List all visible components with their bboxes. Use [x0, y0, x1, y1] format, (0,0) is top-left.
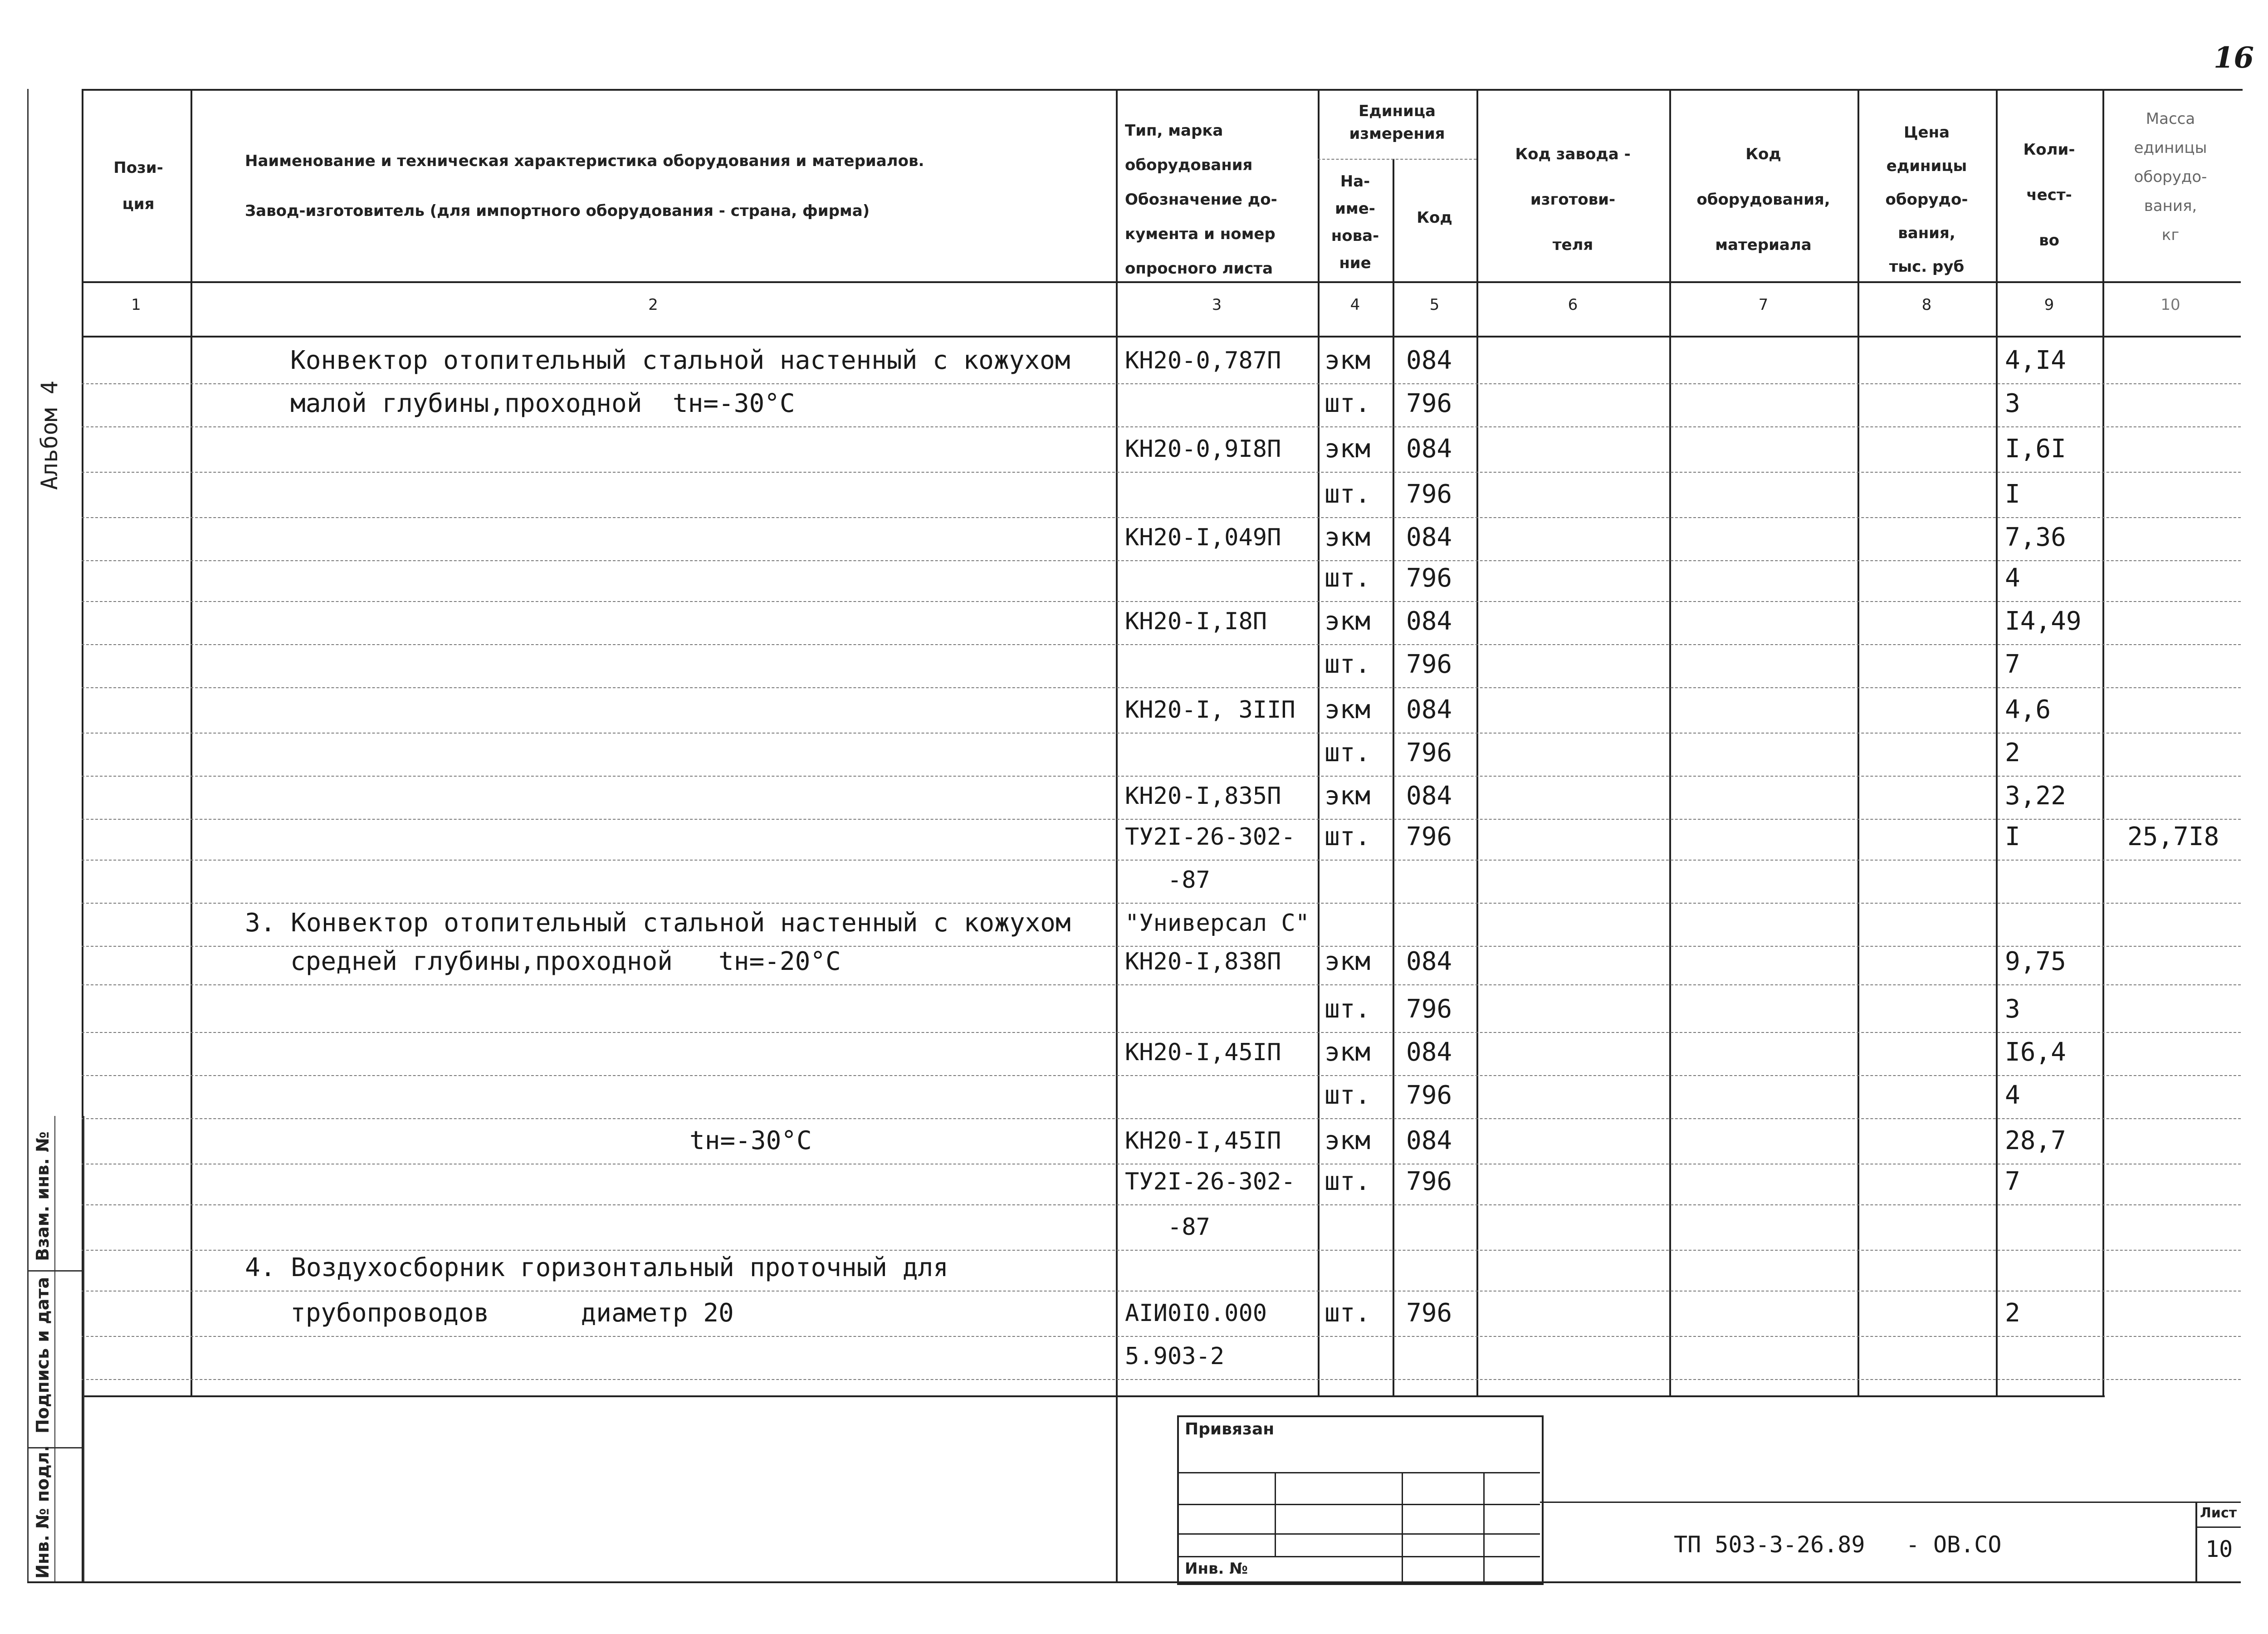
header-col10: Масса единицы оборудо- вания, кг — [2134, 110, 2207, 244]
title-block-top — [1540, 1502, 2241, 1503]
cell-unit: экм — [1325, 346, 1371, 375]
col-number-5: 5 — [1429, 296, 1440, 314]
row-separator — [82, 1032, 2241, 1033]
cell-name: 3. Конвектор отопительный стальной настенный с кожухом — [245, 908, 1071, 938]
header-col3: Тип, марка оборудования Обозначение до- кумента и номер опросного листа — [1125, 122, 1277, 278]
cell-type: "Универсал С" — [1125, 910, 1310, 937]
cell-unit: шт. — [1325, 650, 1371, 679]
cell-unit: шт. — [1325, 738, 1371, 768]
cell-unit: экм — [1325, 607, 1371, 636]
row-separator — [82, 984, 2241, 985]
row-separator — [82, 1204, 2241, 1205]
cell-code: 084 — [1406, 1037, 1452, 1067]
cell-name: Конвектор отопительный стальной настенный с кожухом — [290, 346, 1070, 375]
row-separator — [82, 560, 2241, 561]
side-stamp-inner — [54, 1116, 55, 1581]
cell-code: 796 — [1406, 994, 1452, 1024]
header-col8: Цена единицы оборудо- вания, тыс. руб — [1885, 123, 1968, 276]
cell-qty: 3 — [2005, 994, 2020, 1024]
cell-unit: шт. — [1325, 563, 1371, 593]
row-separator — [82, 644, 2241, 645]
col-number-7: 7 — [1758, 296, 1769, 314]
cell-type: АIИ0I0.000 — [1125, 1300, 1267, 1327]
col-divider-7 — [1857, 89, 1859, 1395]
cell-unit: экм — [1325, 1126, 1371, 1155]
cell-unit: экм — [1325, 781, 1371, 811]
row-separator — [82, 517, 2241, 518]
cell-type: -87 — [1125, 1213, 1210, 1241]
cell-qty: 4,I4 — [2005, 346, 2066, 375]
col-number-2: 2 — [648, 296, 658, 314]
bound-row-1 — [1177, 1472, 1540, 1473]
col-number-10: 10 — [2160, 296, 2180, 314]
bound-row-4 — [1177, 1556, 1540, 1557]
cell-code: 796 — [1406, 1081, 1452, 1110]
cell-qty: I — [2005, 479, 2020, 509]
numbers-bottom-line — [82, 336, 2241, 338]
row-separator — [82, 733, 2241, 734]
cell-code: 796 — [1406, 563, 1452, 593]
sheet-box-divider — [2195, 1526, 2241, 1528]
row-separator — [82, 687, 2241, 688]
cell-qty: I — [2005, 822, 2020, 851]
table-body-bottom — [82, 1395, 2105, 1397]
row-separator — [82, 383, 2241, 384]
row-separator — [82, 903, 2241, 904]
sheet-label: Лист — [2200, 1505, 2237, 1521]
cell-code: 796 — [1406, 1167, 1452, 1196]
cell-code: 796 — [1406, 479, 1452, 509]
row-separator — [82, 472, 2241, 473]
cell-qty: I4,49 — [2005, 607, 2082, 636]
row-separator — [82, 1250, 2241, 1251]
row-separator — [82, 1118, 2241, 1119]
cell-qty: 4 — [2005, 1081, 2020, 1110]
cell-unit: шт. — [1325, 994, 1371, 1024]
header-col5: Код — [1417, 209, 1452, 227]
cell-code: 084 — [1406, 523, 1452, 552]
cell-name: трубопроводов диаметр 20 — [290, 1298, 734, 1328]
cell-qty: 9,75 — [2005, 947, 2066, 976]
cell-mass: 25,7I8 — [2127, 822, 2219, 851]
cell-type: ТУ2I-26-302- — [1125, 1168, 1295, 1195]
cell-unit: шт. — [1325, 479, 1371, 509]
col-divider-9 — [2102, 89, 2104, 1395]
sheet-number: 10 — [2205, 1536, 2233, 1562]
cell-code: 796 — [1406, 738, 1452, 768]
cell-qty: 3 — [2005, 389, 2020, 418]
page-number: 16 — [2214, 41, 2254, 75]
col-divider-1 — [191, 89, 192, 1395]
cell-unit: шт. — [1325, 1298, 1371, 1328]
bound-label: Привязан — [1185, 1420, 1275, 1438]
cell-type: КН20-I,I8П — [1125, 608, 1267, 635]
cell-unit: шт. — [1325, 389, 1371, 418]
cell-unit: шт. — [1325, 1081, 1371, 1110]
bound-col-3 — [1483, 1472, 1485, 1581]
col-divider-6 — [1669, 89, 1671, 1395]
cell-qty: 3,22 — [2005, 781, 2066, 811]
cell-unit: экм — [1325, 947, 1371, 976]
header-col1: Пози- ция — [113, 159, 163, 213]
cell-code: 084 — [1406, 434, 1452, 464]
cell-qty: 7 — [2005, 1167, 2020, 1196]
col-divider-4 — [1393, 159, 1394, 1395]
row-separator — [82, 1379, 2241, 1380]
cell-code: 084 — [1406, 346, 1452, 375]
row-separator — [82, 601, 2241, 602]
bound-row-3 — [1177, 1533, 1540, 1535]
cell-code: 796 — [1406, 650, 1452, 679]
row-separator — [82, 819, 2241, 820]
bottom-line — [27, 1581, 2241, 1583]
col-divider-8 — [1996, 89, 1998, 1395]
cell-unit: шт. — [1325, 822, 1371, 851]
col-number-8: 8 — [1921, 296, 1932, 314]
cell-type: ТУ2I-26-302- — [1125, 823, 1295, 851]
cell-name: малой глубины,проходной tн=-30°C — [290, 389, 795, 418]
col-number-4: 4 — [1350, 296, 1360, 314]
col-divider-5 — [1476, 89, 1478, 1395]
cell-qty: 4,6 — [2005, 695, 2051, 724]
album-label: Альбом 4 — [36, 381, 63, 490]
cell-type: КН20-0,787П — [1125, 347, 1281, 374]
bound-col-1 — [1275, 1472, 1276, 1556]
side-stamp-vzam-inv: Взам. инв. № — [33, 1131, 53, 1261]
header-col7: Код оборудования, материала — [1696, 145, 1830, 254]
cell-type: КН20-I,049П — [1125, 524, 1281, 551]
cell-unit: шт. — [1325, 1167, 1371, 1196]
cell-type: КН20-I,45IП — [1125, 1039, 1281, 1066]
cell-code: 796 — [1406, 1298, 1452, 1328]
row-separator — [82, 1075, 2241, 1076]
unit-header-divider — [1318, 159, 1476, 160]
cell-qty: 7,36 — [2005, 523, 2066, 552]
cell-type: КН20-I,835П — [1125, 783, 1281, 810]
cell-code: 084 — [1406, 947, 1452, 976]
row-separator — [82, 426, 2241, 427]
bound-col-2 — [1402, 1472, 1403, 1581]
cell-unit: экм — [1325, 523, 1371, 552]
col-divider-3 — [1318, 89, 1320, 1395]
cell-type: КН20-I, 3IIП — [1125, 696, 1295, 724]
cell-qty: 2 — [2005, 738, 2020, 768]
col-number-3: 3 — [1212, 296, 1222, 314]
cell-code: 084 — [1406, 695, 1452, 724]
header-col6: Код завода - изготови- теля — [1515, 145, 1631, 254]
cell-name: 4. Воздухосборник горизонтальный проточный для — [245, 1253, 948, 1282]
cell-type: КН20-I,45IП — [1125, 1127, 1281, 1155]
cell-code: 084 — [1406, 781, 1452, 811]
cell-unit: экм — [1325, 695, 1371, 724]
cell-qty: I6,4 — [2005, 1037, 2066, 1067]
inv-label: Инв. № — [1185, 1560, 1248, 1578]
side-stamp-signature-date: Подпись и дата — [33, 1277, 53, 1433]
cell-name: tн=-30°C — [689, 1126, 812, 1155]
header-col2: Наименование и техническая характеристика оборудования и материалов. Завод-изготовитель (для импортного оборудования - страна, фирма) — [245, 152, 924, 220]
bound-row-2 — [1177, 1504, 1540, 1505]
header-col9: Коли- чест- во — [2023, 141, 2075, 250]
row-separator — [82, 1291, 2241, 1292]
cell-unit: экм — [1325, 1037, 1371, 1067]
cell-unit: экм — [1325, 434, 1371, 464]
row-separator — [82, 860, 2241, 861]
cell-code: 796 — [1406, 389, 1452, 418]
cell-qty: 7 — [2005, 650, 2020, 679]
cell-type: -87 — [1125, 866, 1210, 894]
col-number-1: 1 — [131, 296, 141, 314]
side-stamp-inv-podl: Инв. № подл. — [33, 1445, 53, 1579]
cell-qty: 2 — [2005, 1298, 2020, 1328]
cell-code: 084 — [1406, 607, 1452, 636]
document-code: ТП 503-3-26.89 - ОВ.СО — [1674, 1531, 2002, 1558]
col-number-6: 6 — [1568, 296, 1578, 314]
cell-code: 796 — [1406, 822, 1452, 851]
row-separator — [82, 776, 2241, 777]
cell-type: КН20-I,838П — [1125, 948, 1281, 975]
col-number-9: 9 — [2044, 296, 2054, 314]
header-unit: Единица измерения — [1349, 102, 1445, 143]
cell-qty: 28,7 — [2005, 1126, 2066, 1155]
cell-type: 5.903-2 — [1125, 1343, 1225, 1370]
cell-code: 084 — [1406, 1126, 1452, 1155]
header-col4: На- име- нова- ние — [1331, 172, 1379, 272]
cell-name: средней глубины,проходной tн=-20°C — [290, 947, 841, 976]
cell-qty: I,6I — [2005, 434, 2066, 464]
cell-type: КН20-0,9I8П — [1125, 435, 1281, 463]
cell-qty: 4 — [2005, 563, 2020, 593]
row-separator — [82, 1336, 2241, 1337]
